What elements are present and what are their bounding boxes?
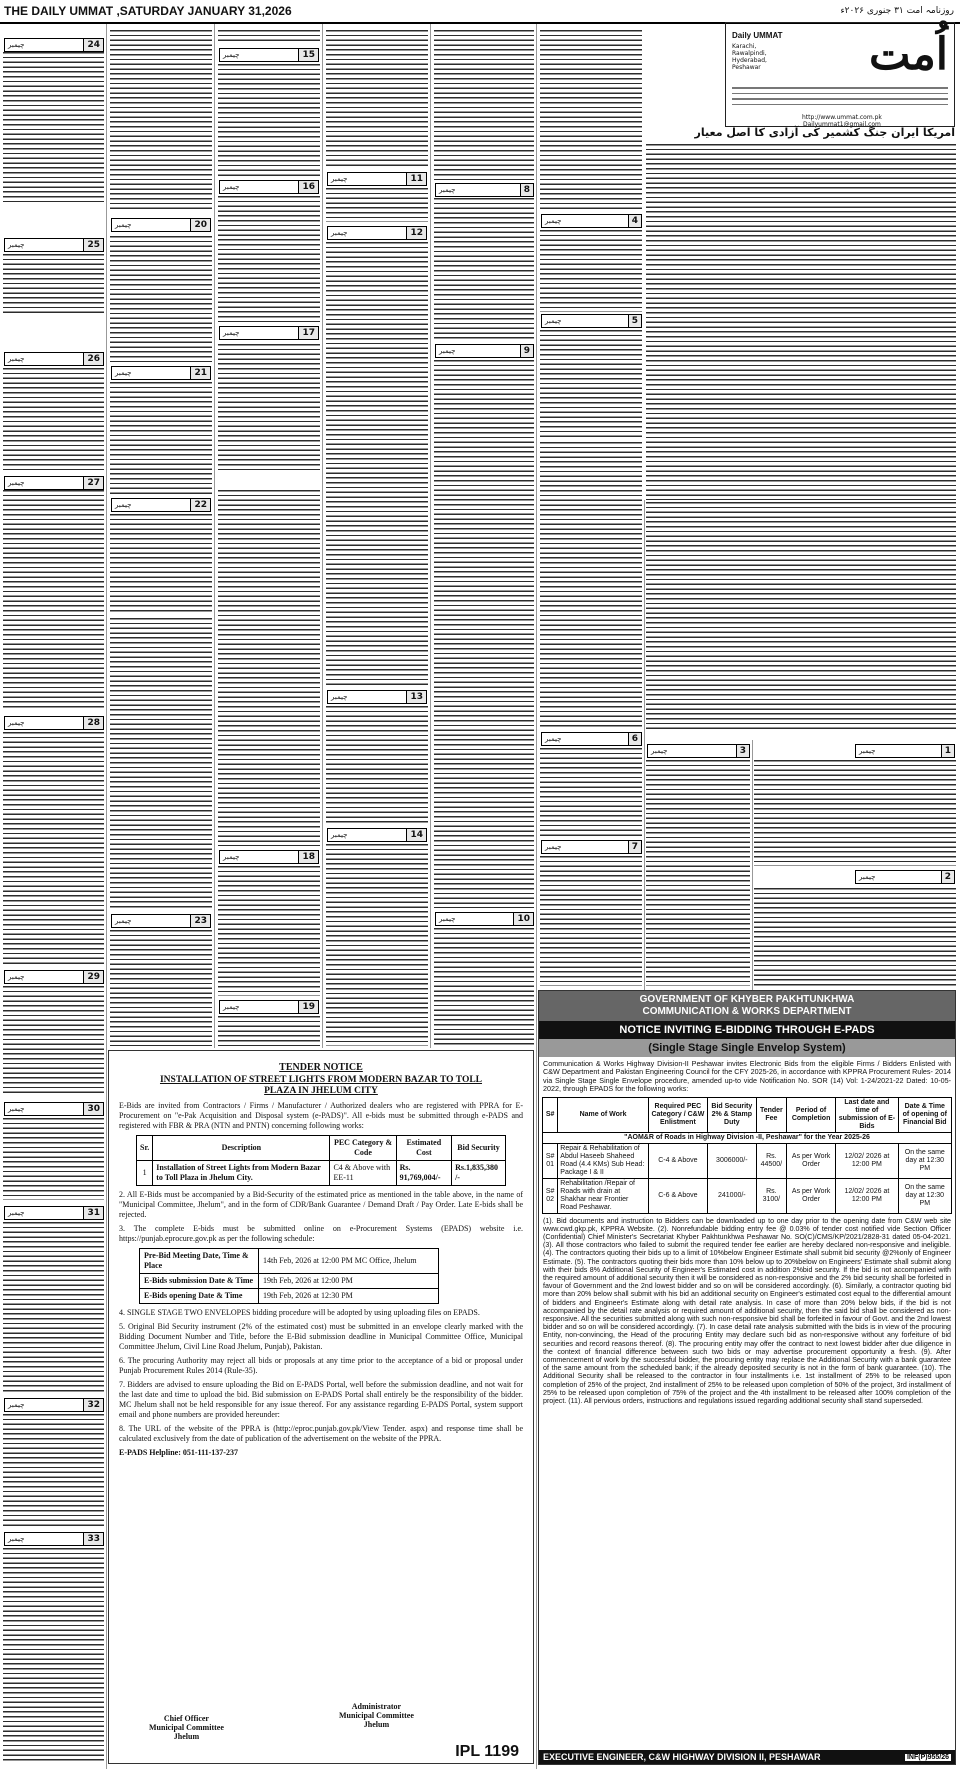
- column-rule: [644, 500, 645, 990]
- section-label: چیمبر 20: [111, 218, 211, 232]
- article-text-block: [3, 254, 104, 314]
- article-text-block: [110, 618, 212, 910]
- kp-ebidding-notice-ad: [538, 990, 956, 1765]
- table-header-cell: Required PEC Category / C&W Enlistment: [648, 1097, 707, 1132]
- kp-works-table: [542, 1097, 952, 1214]
- section-label: چیمبر 24: [4, 38, 104, 52]
- section-label: چیمبر 7: [541, 840, 642, 854]
- section-label: چیمبر 32: [4, 1398, 104, 1412]
- article-text-block: [754, 888, 956, 986]
- table-header-cell: Last date and time of submission of E-Bids: [836, 1097, 898, 1132]
- section-label: چیمبر 4: [541, 214, 642, 228]
- section-label: چیمبر 1: [855, 744, 955, 758]
- article-text-block: [110, 30, 212, 212]
- column-rule: [106, 24, 107, 1769]
- section-label: چیمبر 2: [855, 870, 955, 884]
- email-link[interactable]: Dailyummat1@gmail.com: [803, 121, 881, 128]
- article-text-block: [326, 30, 428, 168]
- table-cell: S# 02: [543, 1178, 558, 1213]
- kp-intro: Communication & Works Highway Division-II Peshawar invites Electronic Bids from the eligible Firms / Bidders Enlisted with C&W Department and Pakistan Engineering Council for the CFY 2025-26, in accordance with KPPRA Procurement Rules- 2014 via Single Stage Single Envelope procedure, amended up-to vide Notification No. SOR (14) Vol: 1-24/2021-22 Dated: 10-05-2022, through EPADS for the following works:: [543, 1059, 951, 1094]
- section-label: چیمبر 21: [111, 366, 211, 380]
- table-cell: C4 & Above with EE-11: [330, 1161, 396, 1186]
- article-text-block: [3, 986, 104, 1096]
- table-cell: As per Work Order: [787, 1143, 836, 1178]
- signature-administrator: Administrator Municipal Committee Jhelum: [339, 1702, 414, 1729]
- kp-ad-code: INF(P)955/26: [906, 1753, 949, 1761]
- column-rule: [322, 24, 323, 1048]
- section-label: چیمبر 14: [327, 828, 427, 842]
- lead-headline: امریکا ایران جنگ کشمیر کی آزادی کا اصل معیار: [694, 126, 955, 139]
- table-cell: Rs. 91,769,004/-: [396, 1161, 451, 1186]
- table-header-cell: S#: [543, 1097, 558, 1132]
- table-cell: 241000/-: [707, 1178, 756, 1213]
- article-text-block: [326, 188, 428, 222]
- schedule-label: E-Bids opening Date & Time: [140, 1289, 259, 1304]
- article-text-block: [540, 230, 642, 312]
- masthead-info-lines: [732, 87, 948, 117]
- page-header: [0, 0, 960, 24]
- table-group-row: [543, 1132, 952, 1143]
- article-text-block: [540, 748, 642, 836]
- article-text-block: [434, 360, 534, 908]
- table-group-cell: "AOM&R of Roads in Highway Division -II, Peshawar" for the Year 2025-26: [543, 1132, 952, 1143]
- table-header-cell: Estimated Cost: [396, 1136, 451, 1161]
- article-text-block: [110, 930, 212, 1046]
- schedule-label: Pre-Bid Meeting Date, Time & Place: [140, 1249, 259, 1274]
- ummat-logo: اُمت: [869, 29, 948, 80]
- schedule-label: E-Bids submission Date & Time: [140, 1274, 259, 1289]
- table-header-cell: Name of Work: [558, 1097, 649, 1132]
- urdu-dateline: روزنامہ امت ۳۱ جنوری ۲۰۲۶ء: [840, 6, 954, 16]
- article-text-block: [3, 1222, 104, 1394]
- column-rule: [752, 740, 753, 990]
- kp-notice-subtitle: (Single Stage Single Envelop System): [539, 1039, 955, 1057]
- section-label: چیمبر 31: [4, 1206, 104, 1220]
- table-cell: C-4 & Above: [648, 1143, 707, 1178]
- tender-helpline: E-PADS Helpline: 051-111-137-237: [119, 1448, 238, 1457]
- section-label: چیمبر 16: [219, 180, 319, 194]
- table-cell: On the same day at 12:30 PM: [898, 1143, 951, 1178]
- table-header-cell: Tender Fee: [756, 1097, 786, 1132]
- article-text-block: [540, 330, 642, 440]
- article-text-block: [540, 442, 642, 728]
- article-text-block: [218, 344, 320, 470]
- section-label: چیمبر 15: [219, 48, 319, 62]
- section-label: چیمبر 6: [541, 732, 642, 746]
- table-cell: On the same day at 12:30 PM: [898, 1178, 951, 1213]
- article-text-block: [646, 760, 750, 986]
- article-text-block: [326, 706, 428, 824]
- masthead: [725, 22, 955, 127]
- article-text-block: [110, 514, 212, 612]
- table-cell: As per Work Order: [787, 1178, 836, 1213]
- table-cell: Rs. 3100/: [756, 1178, 786, 1213]
- table-header-cell: Bid Security: [452, 1136, 506, 1161]
- section-label: چیمبر 23: [111, 914, 211, 928]
- article-text-block: [754, 760, 956, 866]
- section-label: چیمبر 30: [4, 1102, 104, 1116]
- section-label: چیمبر 10: [435, 912, 534, 926]
- article-text-block: [326, 242, 428, 686]
- column-rule: [536, 24, 537, 1769]
- kp-terms: (1). Bid documents and instruction to Bidders can be downloaded up to one day prior to the opening date from C&W web site www.cwd.gkp.pk, KPPRA Website. (2). Nonrefundable bidding entry fee @ 0.03% of tender cost notified vide Section Officer (Confidential) Chief Minister's Secretariat Khyber Pakhtunkhwa Peshawar No. SO(C)/CMS/KP/2021/2828-31 dated 05-04-2021. (3). All those contractors who failed to submit the required tender fee earlier are hereby declared non-responsive and ineligible. (4). The contractors quoting their bids up to a limit of 10%below Engineer Estimate shall submit bid security @2%only of Engineer Estimate. (5). The contractors quoting their bids more than 10% below up to 20%below on Engineers' Estimate shall submit along with their bids 8% Additional Security of Engineer's Estimated cost in addition 2%bid security. If the bid is not accompanied with the required amount of additional security then it will be considered as non-responsive and the 2% bid security shall be forfeited in favour of Government and the 2nd lowest bidder and so on will be considered accordingly. (6). Similarly, a contractor quoting bid more than 20% below shall submit with his bid an additional security on Engineer's estimated cost equal to the differential amount of bidders and Engineer's Estimate along with detail rate analysis. In case of more than 20% below bids, if the bid is not accompanied by the detail rate analysis or required amount of additional security, then the said bid shall be considered as non-responsive. All the securities submitted along with such non-responsive bid shall be forfeited in favour of Govt. and the 2nd lowest bidder and so on will be considered accordingly. (7). In case detail rate analysis submitted with the bids is in view of the procuring Entity, non-convincing, the Head of the procuring Entity may declare such bid as non-responsive without any forfeiture of bid securities and record reasons thereof. (8). The procuring entity may offer the contract to next lowest bidder after due diligence in the context of financial difference between such two bids or may advertise procurement opportunity a fresh. (9). After commencement of work by the successful bidder, the procuring entity may replace the Additional Security with a bank guarantee of the same amount from the scheduled bank; if the already deposited security is not in the form of bank guarantee. (10). The Additional Security shall be released to the contractor in four installments i.e. 1st installment of 25% to be released upon completion of 25% of the project, 2nd installment of 25% to be released upon completion of 50% of the project, 3rd installment of 25% to be released upon completion of 75% of the project and the 4th installment to be released after 100% completion of the project. (11). All pervious orders, instructions and regulations issued regarding additional security shall stand superseded.: [543, 1216, 951, 1406]
- table-row: [137, 1161, 506, 1186]
- table-header-cell: Bid Security 2% & Stamp Duty: [707, 1097, 756, 1132]
- article-text-block: [540, 30, 642, 210]
- article-text-block: [540, 856, 642, 986]
- table-cell: 12/02/ 2026 at 12:00 PM: [836, 1143, 898, 1178]
- lead-story-text: [646, 502, 956, 732]
- section-label: چیمبر 12: [327, 226, 427, 240]
- table-header-cell: PEC Category & Code: [330, 1136, 396, 1161]
- article-text-block: [218, 1016, 320, 1046]
- table-row: [543, 1178, 952, 1213]
- tender-clause-8: 8. The URL of the website of the PPRA is (http://eproc.punjab.gov.pk/View Tender. aspx) and response time shall be calculated exclusively from the date of publication of the advertisement on the website of the PPRA.: [119, 1424, 523, 1443]
- article-text-block: [3, 732, 104, 964]
- tender-clause-2: 2. All E-Bids must be accompanied by a Bid-Security of the estimated price as mentioned in the table above, in the name of "Municipal Committee, Jhelum", and in the form of CDR/Bank Guarantee / Demand Draft / Pay Order. Late E-bids shall be rejected.: [119, 1190, 523, 1219]
- table-cell: 3006000/-: [707, 1143, 756, 1178]
- tender-clause-6: 6. The procuring Authority may reject all bids or proposals at any time prior to the acceptance of a bid or proposal under Punjab Procurement Rules 2014 (Rule-35).: [119, 1356, 523, 1375]
- article-text-block: [110, 382, 212, 494]
- kp-government-header: GOVERNMENT OF KHYBER PAKHTUNKHWA COMMUNICATION & WORKS DEPARTMENT: [539, 991, 955, 1021]
- masthead-brand: Daily UMMAT: [732, 31, 783, 40]
- table-header-cell: Description: [153, 1136, 330, 1161]
- table-cell: 1: [137, 1161, 153, 1186]
- section-label: چیمبر 25: [4, 238, 104, 252]
- table-cell: S# 01: [543, 1143, 558, 1178]
- signature-chief-officer: Chief Officer Municipal Committee Jhelum: [149, 1714, 224, 1741]
- section-label: چیمبر 28: [4, 716, 104, 730]
- section-label: چیمبر 33: [4, 1532, 104, 1546]
- article-text-block: [218, 64, 320, 176]
- kp-notice-title: NOTICE INVITING E-BIDDING THROUGH E-PADS: [539, 1021, 955, 1039]
- article-text-block: [434, 198, 534, 340]
- article-text-block: [3, 368, 104, 472]
- lead-story-text: [646, 144, 956, 500]
- schedule-row: [140, 1249, 439, 1274]
- table-cell: C-6 & Above: [648, 1178, 707, 1213]
- schedule-value: 19th Feb, 2026 at 12:00 PM: [259, 1274, 439, 1289]
- article-text-block: [110, 236, 212, 362]
- website-link[interactable]: http://www.ummat.com.pk: [802, 114, 882, 121]
- tender-works-table: [136, 1135, 506, 1186]
- schedule-value: 14th Feb, 2026 at 12:00 PM MC Office, Jhelum: [259, 1249, 439, 1274]
- section-label: چیمبر 13: [327, 690, 427, 704]
- section-label: چیمبر 18: [219, 850, 319, 864]
- section-label: چیمبر 22: [111, 498, 211, 512]
- column-rule: [430, 24, 431, 1048]
- table-cell: Rs.1,835,380 /-: [452, 1161, 506, 1186]
- article-text-block: [3, 1548, 104, 1764]
- tender-clause-7: 7. Bidders are advised to ensure uploading the Bid on E-PADS Portal, well before the submission deadline, and not wait for the last date and time to upload the bid. Bid submission on E-PADS Portal shall entirely be the responsibility of the bidder. MC Jhelum shall not be held responsible for any issue thereof. For any assistance regarding E-PADS Portal, system support email and phone numbers are provided hereunder:: [119, 1380, 523, 1419]
- masthead-cities: Karachi, Rawalpindi, Hyderabad, Peshawar: [732, 43, 767, 71]
- tender-subtitle: INSTALLATION OF STREET LIGHTS FROM MODERN BAZAR TO TOLL PLAZA IN JHELUM CITY: [159, 1075, 483, 1096]
- article-text-block: [3, 1118, 104, 1200]
- article-text-block: [3, 490, 104, 710]
- section-label: چیمبر 5: [541, 314, 642, 328]
- article-text-block: [434, 928, 534, 1046]
- schedule-row: [140, 1274, 439, 1289]
- table-cell: Repair & Rehabilitation of Abdul Haseeb Shaheed Road (4.4 KMs) Sub Head: Package I & II: [558, 1143, 649, 1178]
- section-label: چیمبر 8: [435, 183, 534, 197]
- ad-code: IPL 1199: [455, 1743, 519, 1760]
- article-text-block: [218, 490, 320, 846]
- tender-clause-5: 5. Original Bid Security instrument (2% of the estimated cost) must be submitted in an envelope clearly marked with the Bidding Document Number and Title, before the E-Bid submission deadline in Municipal Committee Office, Municipal Committee Jhelum, Civil Line Road Jhelum, Punjab), Pakistan.: [119, 1322, 523, 1351]
- article-text-block: [3, 1414, 104, 1526]
- tender-notice-ad: [108, 1050, 534, 1764]
- section-label: چیمبر 27: [4, 476, 104, 490]
- table-cell: Installation of Street Lights from Modern Bazar to Toll Plaza in Jhelum City.: [153, 1161, 330, 1186]
- section-label: چیمبر 19: [219, 1000, 319, 1014]
- article-text-block: [218, 196, 320, 322]
- tender-clause-4: 4. SINGLE STAGE TWO ENVELOPES bidding procedure will be adopted by using uploading files on EPADS.: [119, 1308, 480, 1317]
- section-label: چیمبر 17: [219, 326, 319, 340]
- section-label: چیمبر 11: [327, 172, 427, 186]
- section-label: چیمبر 29: [4, 970, 104, 984]
- section-label: چیمبر 3: [647, 744, 750, 758]
- schedule-row: [140, 1289, 439, 1304]
- tender-title: TENDER NOTICE: [279, 1062, 363, 1073]
- article-text-block: [218, 30, 320, 44]
- table-header-cell: Date & Time of opening of Financial Bid: [898, 1097, 951, 1132]
- tender-clause-3: 3. The complete E-bids must be submitted online on e-Procurement Systems (EPADS) website i.e. https://punjab.eprocure.gov.pk as per the following schedule:: [119, 1224, 523, 1243]
- article-text-block: [326, 844, 428, 1046]
- table-cell: Rehabilitation /Repair of Roads with drain at Shakhar near Frontier Road Peshawar.: [558, 1178, 649, 1213]
- table-cell: 12/02/ 2026 at 12:00 PM: [836, 1178, 898, 1213]
- article-text-block: [434, 30, 534, 180]
- table-row: [543, 1143, 952, 1178]
- tender-intro: E-Bids are invited from Contractors / Firms / Manufacturer / Authorized dealers who are registered with PPRA for E-Procurement on "e-Pak Acquisition and Disposal system (e-PADS)". All e-bids must be submitted through e-PADS and registered with FBR & PRA (NTN and PNTN) concerning following works:: [119, 1101, 523, 1130]
- kp-signatory: EXECUTIVE ENGINEER, C&W HIGHWAY DIVISION II, PESHAWAR: [543, 1752, 821, 1762]
- schedule-value: 19th Feb, 2026 at 12:30 PM: [259, 1289, 439, 1304]
- table-cell: Rs. 44500/: [756, 1143, 786, 1178]
- section-label: چیمبر 9: [435, 344, 534, 358]
- kp-footer: [539, 1750, 955, 1764]
- table-header-cell: Sr.: [137, 1136, 153, 1161]
- column-rule: [214, 24, 215, 1048]
- article-text-block: [218, 866, 320, 996]
- newspaper-dateline: THE DAILY UMMAT ,SATURDAY JANUARY 31,2026: [4, 4, 292, 18]
- article-text-block: [3, 52, 104, 202]
- section-label: چیمبر 26: [4, 352, 104, 366]
- tender-schedule-table: [139, 1248, 439, 1304]
- table-header-cell: Period of Completion: [787, 1097, 836, 1132]
